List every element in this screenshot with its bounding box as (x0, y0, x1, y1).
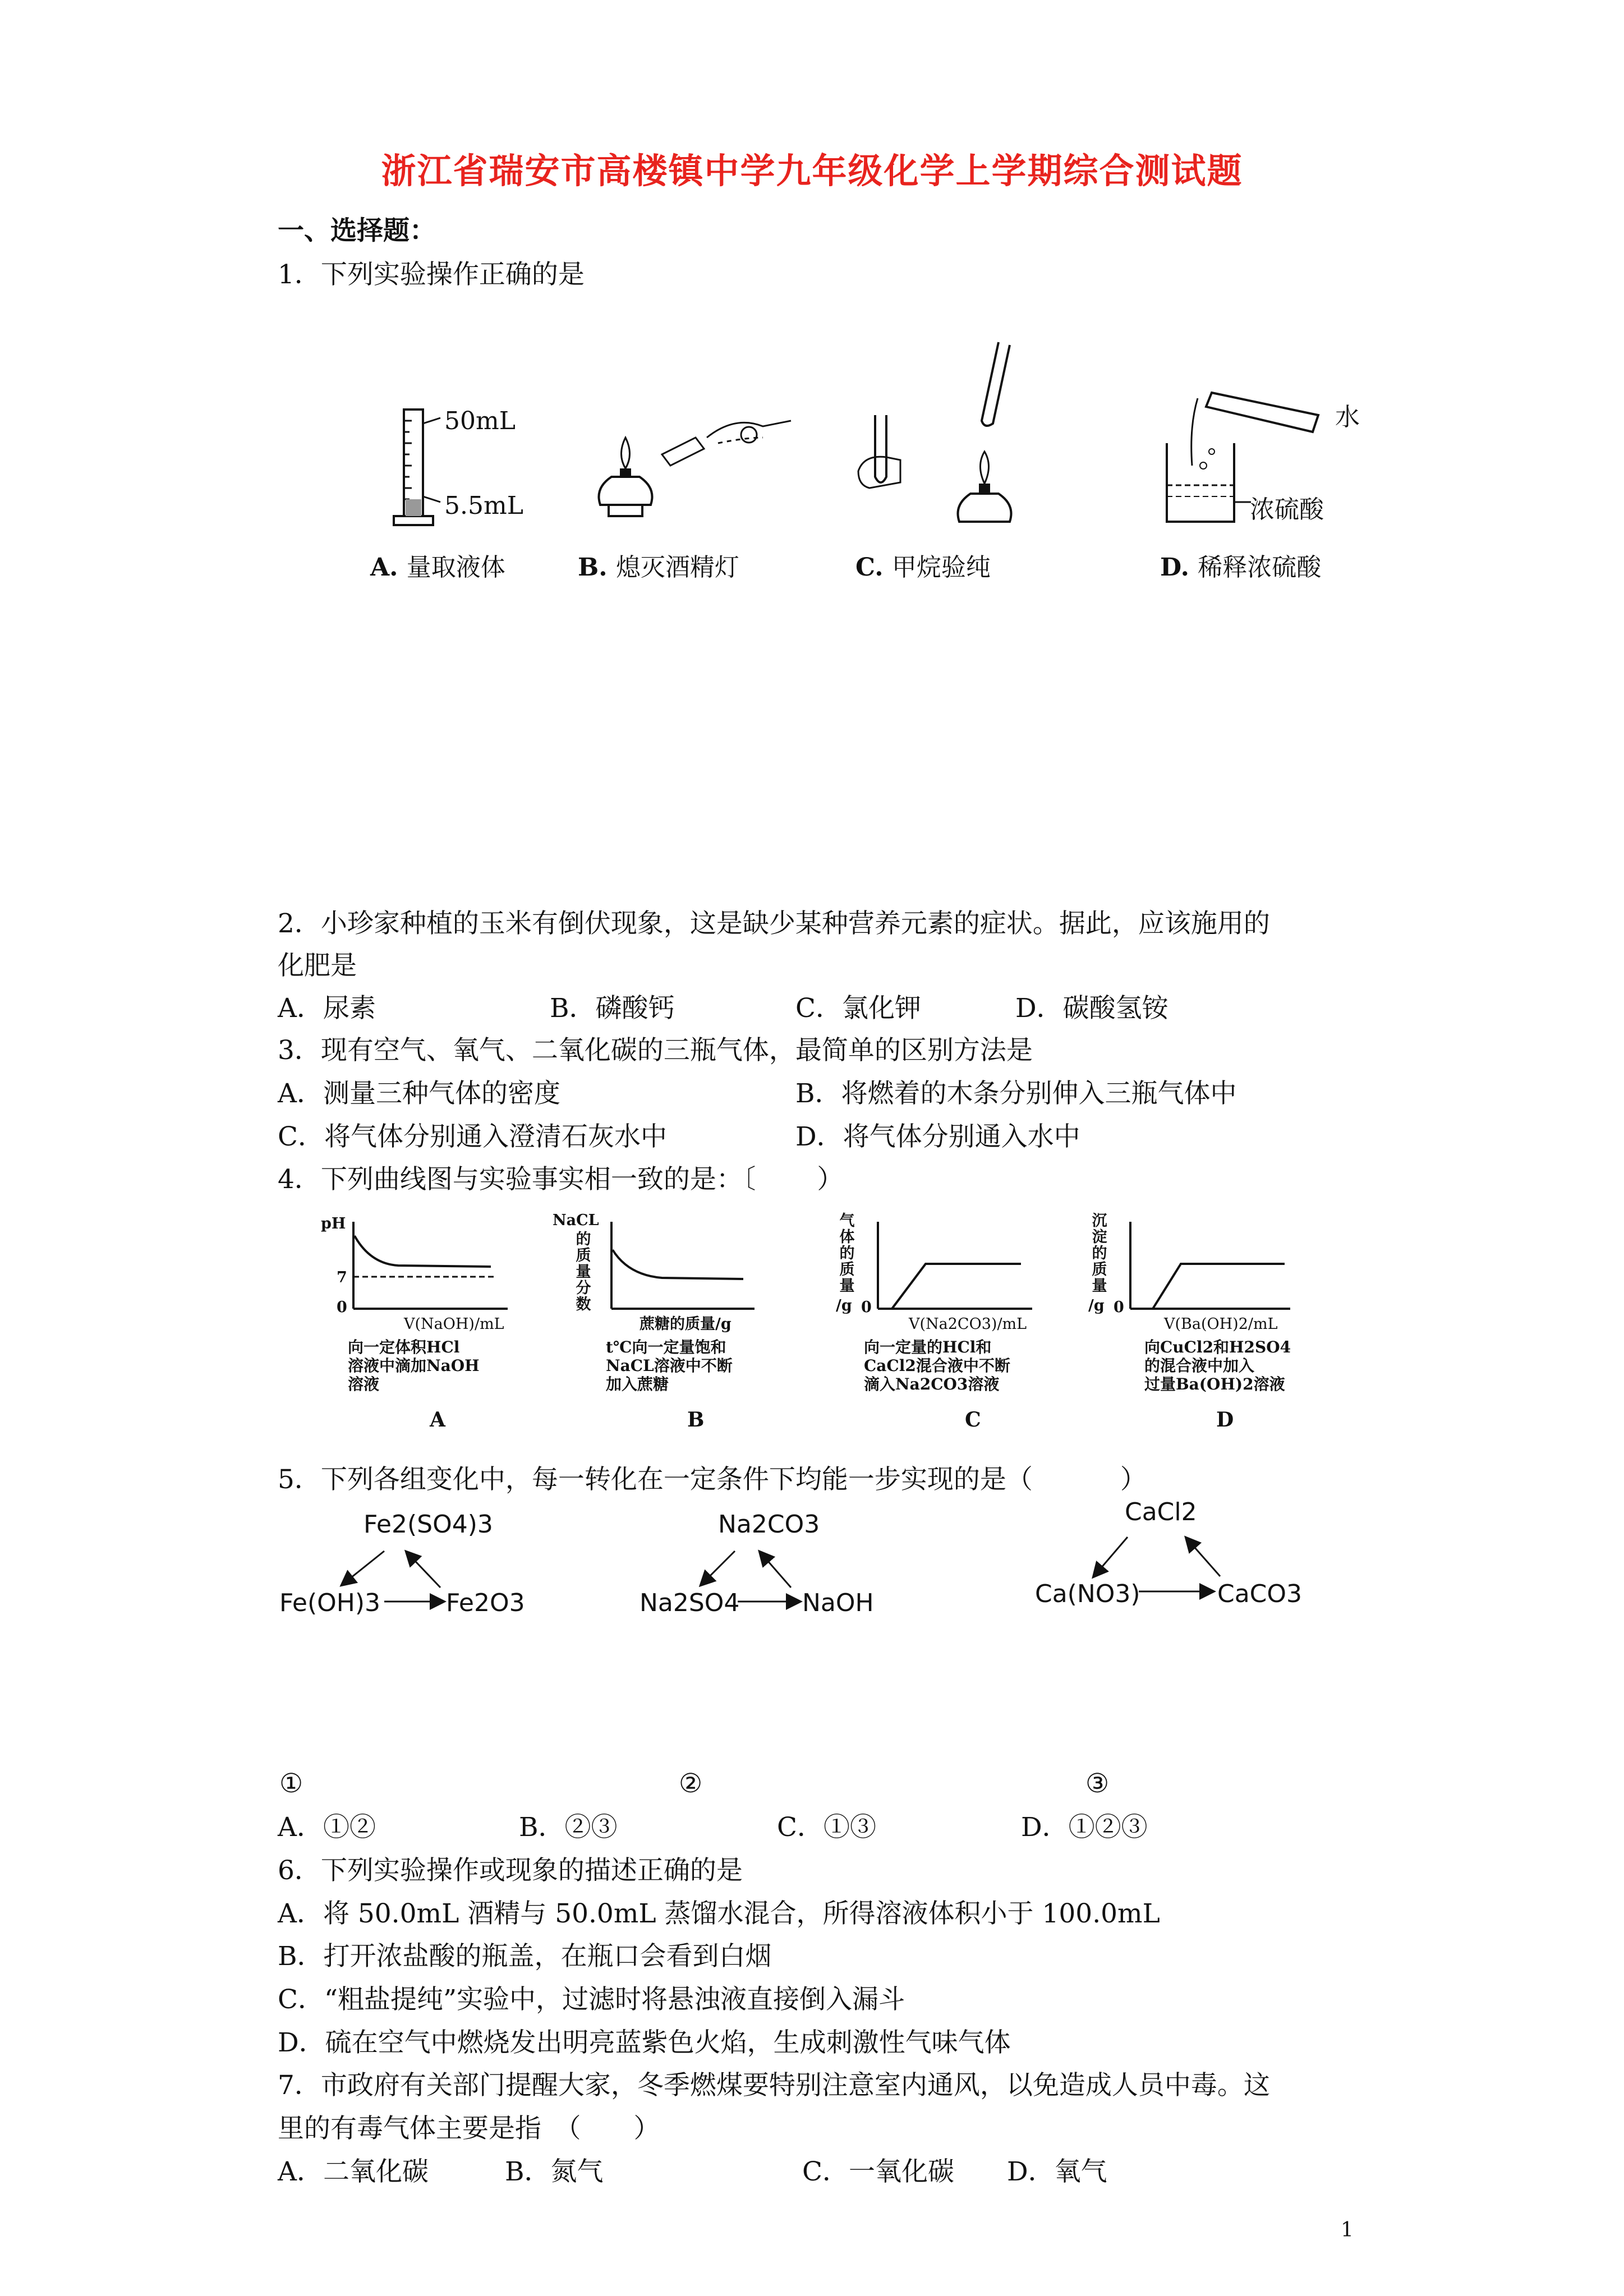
q7-stem-line1: 7．市政府有关部门提醒大家，冬季燃煤要特别注意室内通风，以免造成人员中毒。这 (278, 2070, 1270, 2101)
graph-c-unit: /g (836, 1297, 852, 1314)
q5-num-2: ② (679, 1768, 703, 1799)
tri1-arrows (314, 1545, 505, 1607)
tri1-left: Fe(OH)3 (279, 1589, 381, 1617)
tri3-right: CaCO3 (1217, 1580, 1303, 1608)
q5-option-b: B．②③ (519, 1812, 618, 1843)
graph-d-xlabel: V(Ba(OH)2/mL (1164, 1315, 1278, 1333)
q7-option-d: D．氧气 (1007, 2156, 1107, 2187)
mark-water: 水 (1335, 403, 1360, 431)
q7-option-b: B．氮气 (505, 2156, 604, 2187)
q5-stem: 5．下列各组变化中，每一转化在一定条件下均能一步实现的是（ ） (278, 1464, 1147, 1495)
q5-option-c: C．①③ (777, 1812, 876, 1843)
q1-label-a: A. 量取液体 (370, 553, 505, 582)
page-number: 1 (1341, 2219, 1354, 2242)
graph-b-letter: B (687, 1408, 705, 1432)
methane-test-icon (853, 337, 1038, 533)
q5-option-a: A．①② (278, 1812, 376, 1843)
mark-50ml: 50mL (444, 407, 516, 435)
q3-stem: 3．现有空气、氧气、二氧化碳的三瓶气体，最简单的区别方法是 (278, 1035, 1033, 1066)
mark-5-5ml: 5.5mL (444, 491, 523, 520)
q7-option-c: C．一氧化碳 (802, 2156, 954, 2187)
graph-c-ylabel: 气体的质量 (839, 1212, 855, 1295)
graph-b-ylabel-top: NaCL (553, 1212, 599, 1229)
q7-stem-line2: 里的有毒气体主要是指 （ ） (278, 2113, 660, 2144)
q2-option-c: C．氯化钾 (795, 993, 921, 1024)
graph-c-origin: 0 (861, 1299, 872, 1316)
q3-option-b: B．将燃着的木条分别伸入三瓶气体中 (795, 1078, 1237, 1109)
q1-label-b: B. 熄灭酒精灯 (578, 553, 739, 582)
q3-option-c: C．将气体分别通入澄清石灰水中 (278, 1121, 667, 1152)
q6-option-b: B．打开浓盐酸的瓶盖，在瓶口会看到白烟 (278, 1941, 772, 1972)
q2-option-a: A．尿素 (278, 993, 376, 1024)
q1-label-d: D. 稀释浓硫酸 (1160, 553, 1322, 582)
tri2-arrows (673, 1545, 853, 1607)
q1-label-c: C. 甲烷验纯 (855, 553, 991, 582)
graph-a-letter: A (430, 1408, 445, 1432)
graph-c-letter: C (965, 1408, 981, 1432)
graph-b-xlabel: 蔗糖的质量/g (640, 1315, 732, 1333)
q2-stem-line2: 化肥是 (278, 950, 357, 981)
graph-a-origin: 0 (337, 1299, 347, 1316)
q1-stem: 1．下列实验操作正确的是 (278, 259, 585, 290)
q5-num-1: ① (279, 1768, 303, 1799)
graph-a-xlabel: V(NaOH)/mL (404, 1315, 504, 1333)
graph-d-caption: 向CuCl2和H2SO4 的混合液中加入 过量Ba(OH)2溶液 (1144, 1338, 1291, 1393)
graph-b-caption: t℃向一定量饱和 NaCL溶液中不断 加入蔗糖 (606, 1338, 733, 1393)
q3-option-a: A．测量三种气体的密度 (278, 1078, 560, 1109)
tri3-top: CaCl2 (1125, 1498, 1197, 1526)
tri1-top: Fe2(SO4)3 (364, 1510, 493, 1539)
graph-d-origin: 0 (1114, 1299, 1124, 1316)
graph-d-unit: /g (1088, 1297, 1105, 1314)
graph-b-ylabel: 的质量分数 (576, 1231, 591, 1313)
tri2-top: Na2CO3 (718, 1510, 820, 1539)
q5-option-d: D．①②③ (1021, 1812, 1148, 1843)
page-title: 浙江省瑞安市高楼镇中学九年级化学上学期综合测试题 (381, 150, 1243, 191)
graph-c-caption: 向一定量的HCl和 CaCl2混合液中不断 滴入Na2CO3溶液 (864, 1338, 1010, 1393)
q6-stem: 6．下列实验操作或现象的描述正确的是 (278, 1855, 743, 1886)
q3-option-d: D．将气体分别通入水中 (795, 1121, 1080, 1152)
graph-a-seven: 7 (337, 1269, 347, 1286)
section-heading: 一、选择题： (278, 215, 436, 246)
alcohol-lamp-icon (578, 404, 813, 533)
tri2-right: NaOH (802, 1589, 874, 1617)
tri3-left: Ca(NO3) (1035, 1580, 1140, 1608)
q2-stem-line1: 2．小珍家种植的玉米有倒伏现象，这是缺少某种营养元素的症状。据此，应该施用的 (278, 908, 1270, 939)
q6-option-a: A．将 50.0mL 酒精与 50.0mL 蒸馏水混合，所得溶液体积小于 100.0mL (278, 1898, 1160, 1929)
graph-d-letter: D (1216, 1408, 1234, 1432)
graph-a-ylabel: pH (321, 1215, 346, 1232)
q6-option-d: D．硫在空气中燃烧发出明亮蓝紫色火焰，生成刺激性气味气体 (278, 2027, 1011, 2058)
mark-conc-acid: 浓硫酸 (1250, 495, 1324, 524)
q6-option-c: C．“粗盐提纯”实验中，过滤时将悬浊液直接倒入漏斗 (278, 1984, 905, 2015)
q2-option-d: D．碳酸氢铵 (1015, 993, 1168, 1024)
graph-a-caption: 向一定体积HCl 溶液中滴加NaOH 溶液 (348, 1338, 480, 1393)
tri1-right: Fe2O3 (446, 1589, 525, 1617)
graph-c-xlabel: V(Na2CO3)/mL (909, 1315, 1027, 1333)
q5-num-3: ③ (1085, 1768, 1110, 1799)
q7-option-a: A．二氧化碳 (278, 2156, 429, 2187)
tri3-arrows (1066, 1531, 1257, 1599)
q4-stem: 4．下列曲线图与实验事实相一致的是：〔 ） (278, 1164, 844, 1195)
tri2-left: Na2SO4 (640, 1589, 740, 1617)
q2-option-b: B．磷酸钙 (550, 993, 675, 1024)
graph-d-ylabel: 沉淀的质量 (1092, 1212, 1107, 1295)
